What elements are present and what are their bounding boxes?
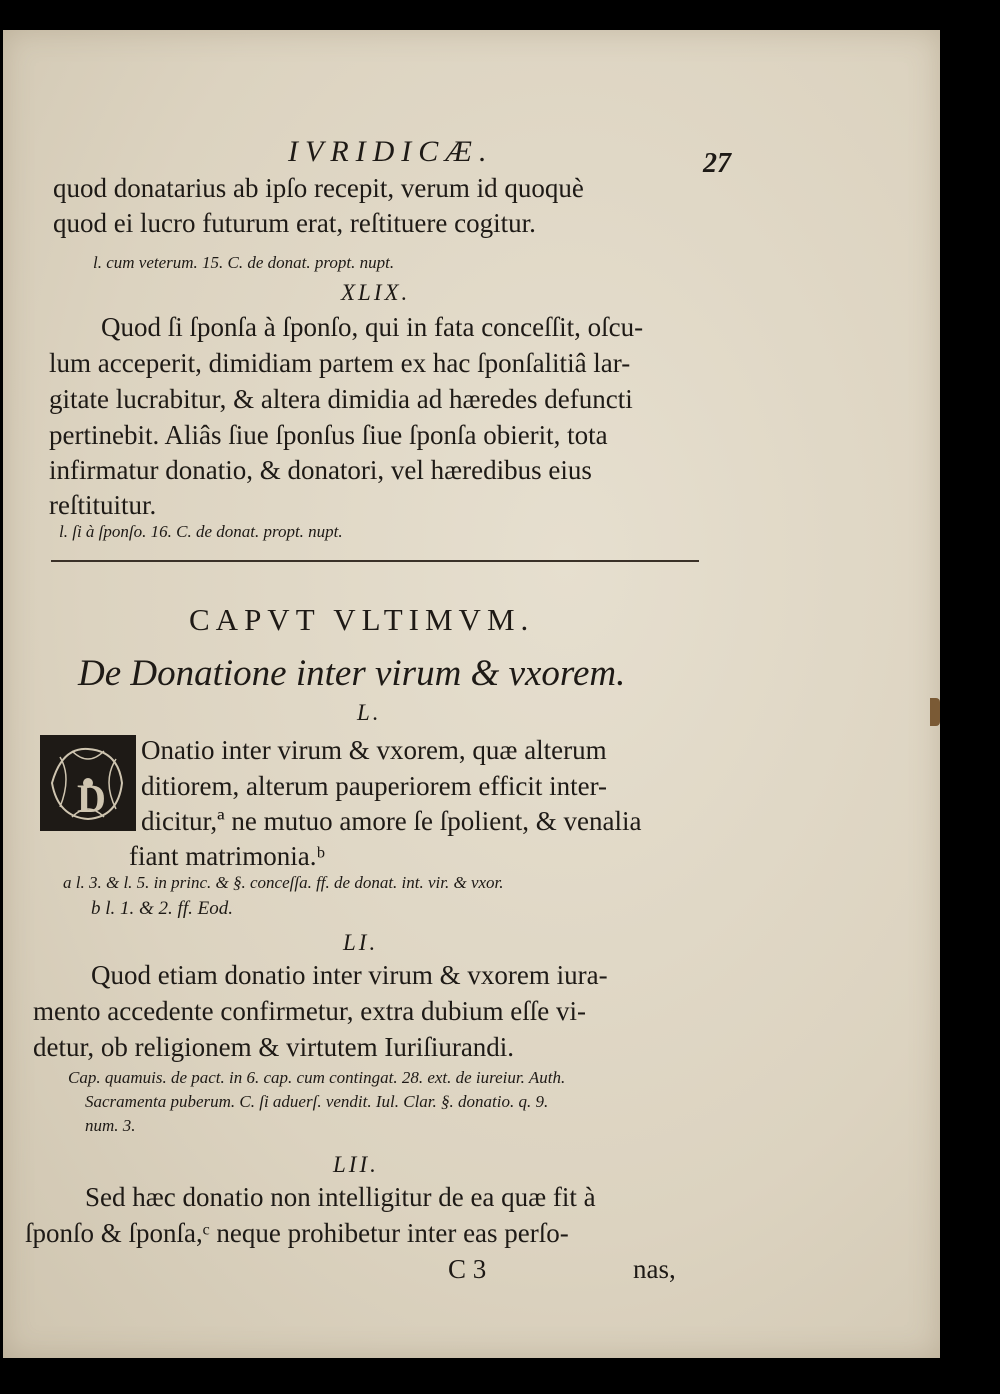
- section-divider: [51, 560, 699, 562]
- section-number: XLIX.: [341, 280, 411, 305]
- body-line: lum acceperit, dimidiam partem ex hac ſponſalitiâ lar-: [49, 348, 631, 378]
- body-line: Quod etiam donatio inter virum & vxorem iura-: [91, 960, 608, 990]
- body-line: dicitur,ª ne mutuo amore ſe ſpolient, & venalia: [141, 806, 642, 836]
- chapter-subtitle: De Donatione inter virum & vxorem.: [78, 653, 626, 694]
- body-line: fiant matrimonia.ᵇ: [129, 841, 325, 871]
- page-text: [3, 30, 940, 1358]
- chapter-heading: CAPVT VLTIMVM.: [189, 602, 535, 637]
- section-number: L.: [357, 700, 382, 725]
- body-line: ditiorem, alterum pauperiorem efficit inter-: [141, 771, 608, 801]
- body-line: Onatio inter virum & vxorem, quæ alterum: [141, 735, 607, 765]
- running-head: IVRIDICÆ.: [288, 135, 494, 168]
- body-line: reſtituitur.: [49, 490, 157, 520]
- body-line: mento accedente confirmetur, extra dubium eſſe vi-: [33, 996, 586, 1026]
- footnote: a l. 3. & l. 5. in princ. & §. conceſſa. ff. de donat. int. vir. & vxor.: [63, 873, 504, 892]
- marginal-note: Cap. quamuis. de pact. in 6. cap. cum contingat. 28. ext. de iureiur. Auth.: [68, 1068, 566, 1087]
- catchword: nas,: [633, 1254, 676, 1284]
- marginal-note: Sacramenta puberum. C. ſi aduerſ. vendit. Iul. Clar. §. donatio. q. 9.: [85, 1092, 549, 1111]
- body-line: ſponſo & ſponſa,ᶜ neque prohibetur inter eas perſo-: [25, 1218, 569, 1248]
- initial-letter: D: [77, 776, 106, 821]
- folio-number: 27: [703, 148, 731, 179]
- marginal-note: l. cum veterum. 15. C. de donat. propt. nupt.: [93, 253, 395, 272]
- section-number: LII.: [333, 1152, 379, 1177]
- body-line: detur, ob religionem & virtutem Iuriſiurandi.: [33, 1032, 515, 1062]
- signature-mark: C 3: [448, 1254, 487, 1284]
- body-line: pertinebit. Aliâs ſiue ſponſus ſiue ſponſa obierit, tota: [49, 420, 608, 450]
- body-line: Sed hæc donatio non intelligitur de ea quæ fit à: [85, 1182, 596, 1212]
- body-line: quod donatarius ab ipſo recepit, verum id quoquè: [53, 173, 584, 203]
- body-line: gitate lucrabitur, & altera dimidia ad hæredes defuncti: [49, 384, 633, 414]
- marginal-note: l. ſi à ſponſo. 16. C. de donat. propt. nupt.: [59, 522, 343, 541]
- footnote: b l. 1. & 2. ff. Eod.: [91, 898, 233, 919]
- page-tab: [930, 698, 940, 726]
- book-page: [3, 30, 940, 1358]
- marginal-note: num. 3.: [85, 1116, 136, 1135]
- body-line: quod ei lucro futurum erat, reſtituere cogitur.: [53, 208, 536, 238]
- body-line: Quod ſi ſponſa à ſponſo, qui in fata conceſſit, oſcu-: [101, 312, 644, 342]
- section-number: LI.: [343, 930, 379, 955]
- body-line: infirmatur donatio, & donatori, vel hæredibus eius: [49, 455, 592, 485]
